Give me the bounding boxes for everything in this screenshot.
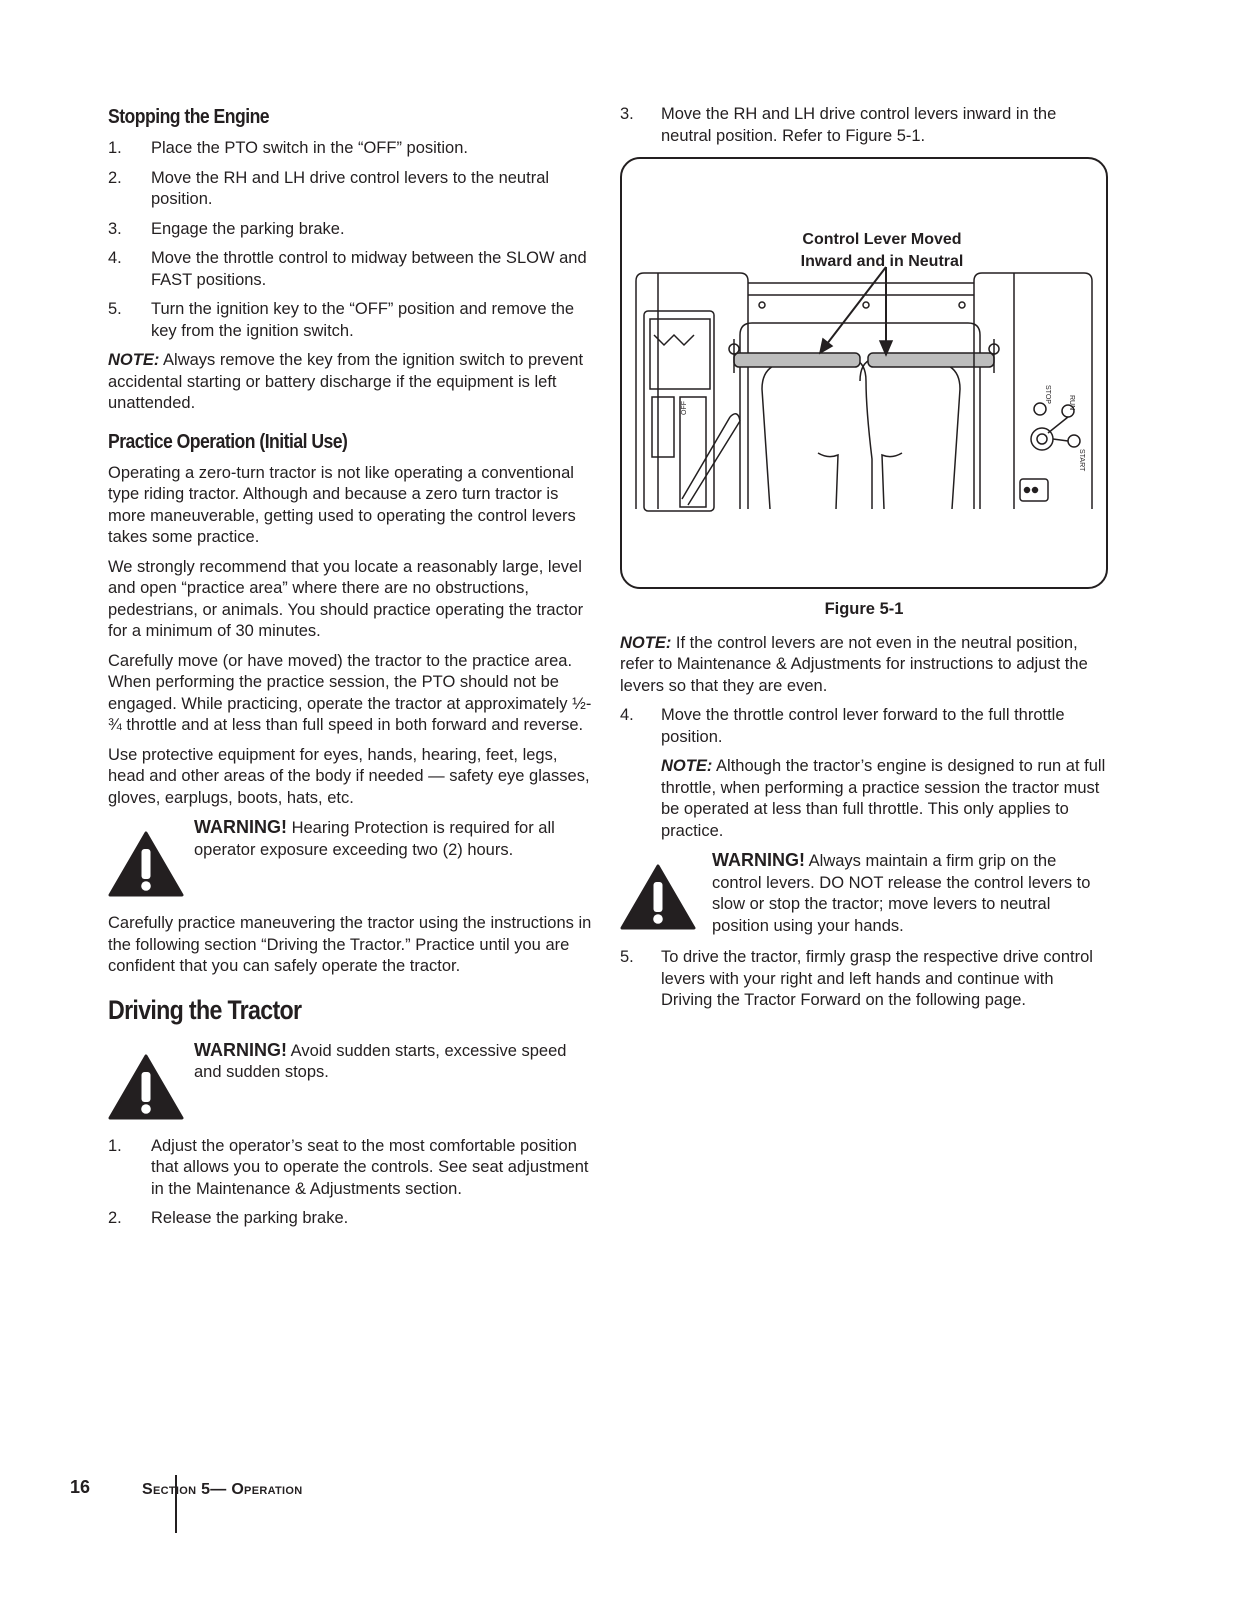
grip-warning bbox=[620, 850, 1108, 937]
step-number: 2. bbox=[108, 1209, 122, 1227]
note-label: NOTE: bbox=[661, 757, 713, 775]
practice-paragraph: Carefully move (or have moved) the tractor to the practice area. When performing the practice session, the PTO should not be engaged. While practicing, operate the tractor at approximately ½-¾ throttle and at less than full speed in both forward and reverse. bbox=[108, 651, 592, 734]
step-text: Move the RH and LH drive control levers inward in the neutral position. Refer to Figure 5-1. bbox=[661, 105, 1057, 145]
step-number: 4. bbox=[620, 706, 634, 724]
warning-label: WARNING! bbox=[194, 1039, 287, 1060]
step-number: 5. bbox=[108, 300, 122, 318]
step-text: Move the throttle control lever forward to the full throttle position. bbox=[661, 706, 1065, 746]
list-item bbox=[620, 705, 1108, 842]
left-column bbox=[108, 104, 596, 1238]
warning-triangle-icon bbox=[620, 850, 698, 930]
throttle-note bbox=[661, 756, 1108, 842]
note-label: NOTE: bbox=[620, 633, 672, 652]
section-label: Section 5— Operation bbox=[142, 1481, 303, 1498]
right-column bbox=[620, 104, 1108, 1020]
list-item bbox=[108, 138, 596, 160]
callout-line: Control Lever Moved bbox=[802, 231, 962, 248]
callout-line: Inward and in Neutral bbox=[800, 253, 964, 270]
warning-text: Hearing Protection is required for all operator exposure exceeding two (2) hours. bbox=[194, 819, 555, 859]
step-text: Engage the parking brake. bbox=[151, 219, 345, 238]
list-item bbox=[108, 168, 596, 211]
step-text: Place the PTO switch in the “OFF” position. bbox=[151, 139, 468, 157]
step-number: 1. bbox=[108, 1136, 122, 1155]
warning-triangle-icon bbox=[108, 817, 186, 897]
driving-warning bbox=[108, 1040, 596, 1120]
step-number: 1. bbox=[108, 139, 122, 157]
practice-paragraph: Use protective equipment for eyes, hands, hearing, feet, legs, head and other areas of the body if needed — safety eye glasses, gloves, earplugs, boots, hats, etc. bbox=[108, 745, 590, 807]
step-5-list bbox=[620, 947, 1108, 1012]
stopping-steps-list bbox=[108, 138, 596, 342]
control-panel-illustration bbox=[622, 159, 1106, 587]
list-item bbox=[108, 299, 596, 342]
page-number: 16 bbox=[70, 1477, 91, 1497]
note-label: NOTE: bbox=[108, 351, 160, 369]
list-item bbox=[108, 219, 596, 241]
start-label: START bbox=[1078, 449, 1085, 472]
step-text: Move the throttle control to midway between the SLOW and FAST positions. bbox=[151, 249, 587, 289]
list-item bbox=[620, 947, 1108, 1012]
note-text: Always remove the key from the ignition switch to prevent accidental starting or battery discharge if the equipment is left unattended. bbox=[108, 351, 584, 412]
neutral-note bbox=[620, 633, 1108, 698]
step-number: 3. bbox=[108, 219, 122, 238]
stopping-engine-heading: Stopping the Engine bbox=[108, 106, 270, 128]
warning-text: Avoid sudden starts, excessive speed and sudden stops. bbox=[194, 1041, 567, 1081]
stopping-note bbox=[108, 350, 596, 415]
run-label: RUN bbox=[1068, 395, 1075, 411]
list-item bbox=[108, 1136, 596, 1201]
step-text: Turn the ignition key to the “OFF” position and remove the key from the ignition switch. bbox=[151, 300, 575, 340]
step-text: Adjust the operator’s seat to the most comfortable position that allows you to operate the controls. See seat adjustment in the Maintenance & Adjustments section. bbox=[151, 1136, 589, 1198]
step-number: 5. bbox=[620, 948, 634, 966]
practice-paragraph: We strongly recommend that you locate a reasonably large, level and open “practice area” where there are no obstructions, pedestrians, or animals. You should practice operating the tractor for a minimum of 30 minutes. bbox=[108, 557, 584, 640]
list-item bbox=[108, 1208, 596, 1230]
driving-steps-list bbox=[108, 1136, 596, 1230]
off-label: OFF bbox=[681, 401, 688, 415]
warning-label: WARNING! bbox=[712, 850, 805, 870]
step-text: Move the RH and LH drive control levers to the neutral position. bbox=[151, 168, 550, 208]
stop-label: STOP bbox=[1044, 385, 1051, 404]
step-text: Release the parking brake. bbox=[151, 1209, 349, 1227]
list-item bbox=[620, 104, 1108, 147]
practice-paragraph: Operating a zero-turn tractor is not like operating a conventional type riding tractor. Although and because a zero turn tractor is more maneuverable, getting used to operating the control levers takes some practice. bbox=[108, 463, 576, 546]
step-4-list bbox=[620, 705, 1108, 842]
note-text: If the control levers are not even in the neutral position, refer to Maintenance & Adjustments for instructions to adjust the levers so that they are even. bbox=[620, 633, 1088, 695]
step-number: 4. bbox=[108, 249, 122, 267]
warning-text: Always maintain a firm grip on the control levers. DO NOT release the control levers to slow or stop the tractor; move levers to neutral position using your hands. bbox=[712, 852, 1091, 935]
figure-5-1 bbox=[620, 157, 1108, 589]
warning-label: WARNING! bbox=[194, 817, 287, 837]
figure-caption: Figure 5-1 bbox=[824, 600, 904, 618]
step-number: 3. bbox=[620, 105, 634, 123]
page-footer bbox=[70, 1475, 470, 1533]
practice-operation-heading: Practice Operation (Initial Use) bbox=[108, 430, 348, 453]
warning-triangle-icon bbox=[108, 1040, 186, 1120]
hearing-warning bbox=[108, 817, 596, 897]
step-3-list bbox=[620, 104, 1108, 147]
step-text: To drive the tractor, firmly grasp the respective drive control levers with your right and left hands and continue with Driving the Tractor Forward on the following page. bbox=[661, 948, 1093, 1009]
practice-after-paragraph: Carefully practice maneuvering the tractor using the instructions in the following section “Driving the Tractor.” Practice until you are confident that you can safely operate the tractor. bbox=[108, 914, 592, 975]
driving-tractor-heading: Driving the Tractor bbox=[108, 994, 302, 1025]
list-item bbox=[108, 248, 596, 291]
note-text: Although the tractor’s engine is designed to run at full throttle, when performing a practice session the tractor must be operated at less than full throttle. This only applies to practice. bbox=[661, 757, 1106, 840]
step-number: 2. bbox=[108, 168, 122, 187]
